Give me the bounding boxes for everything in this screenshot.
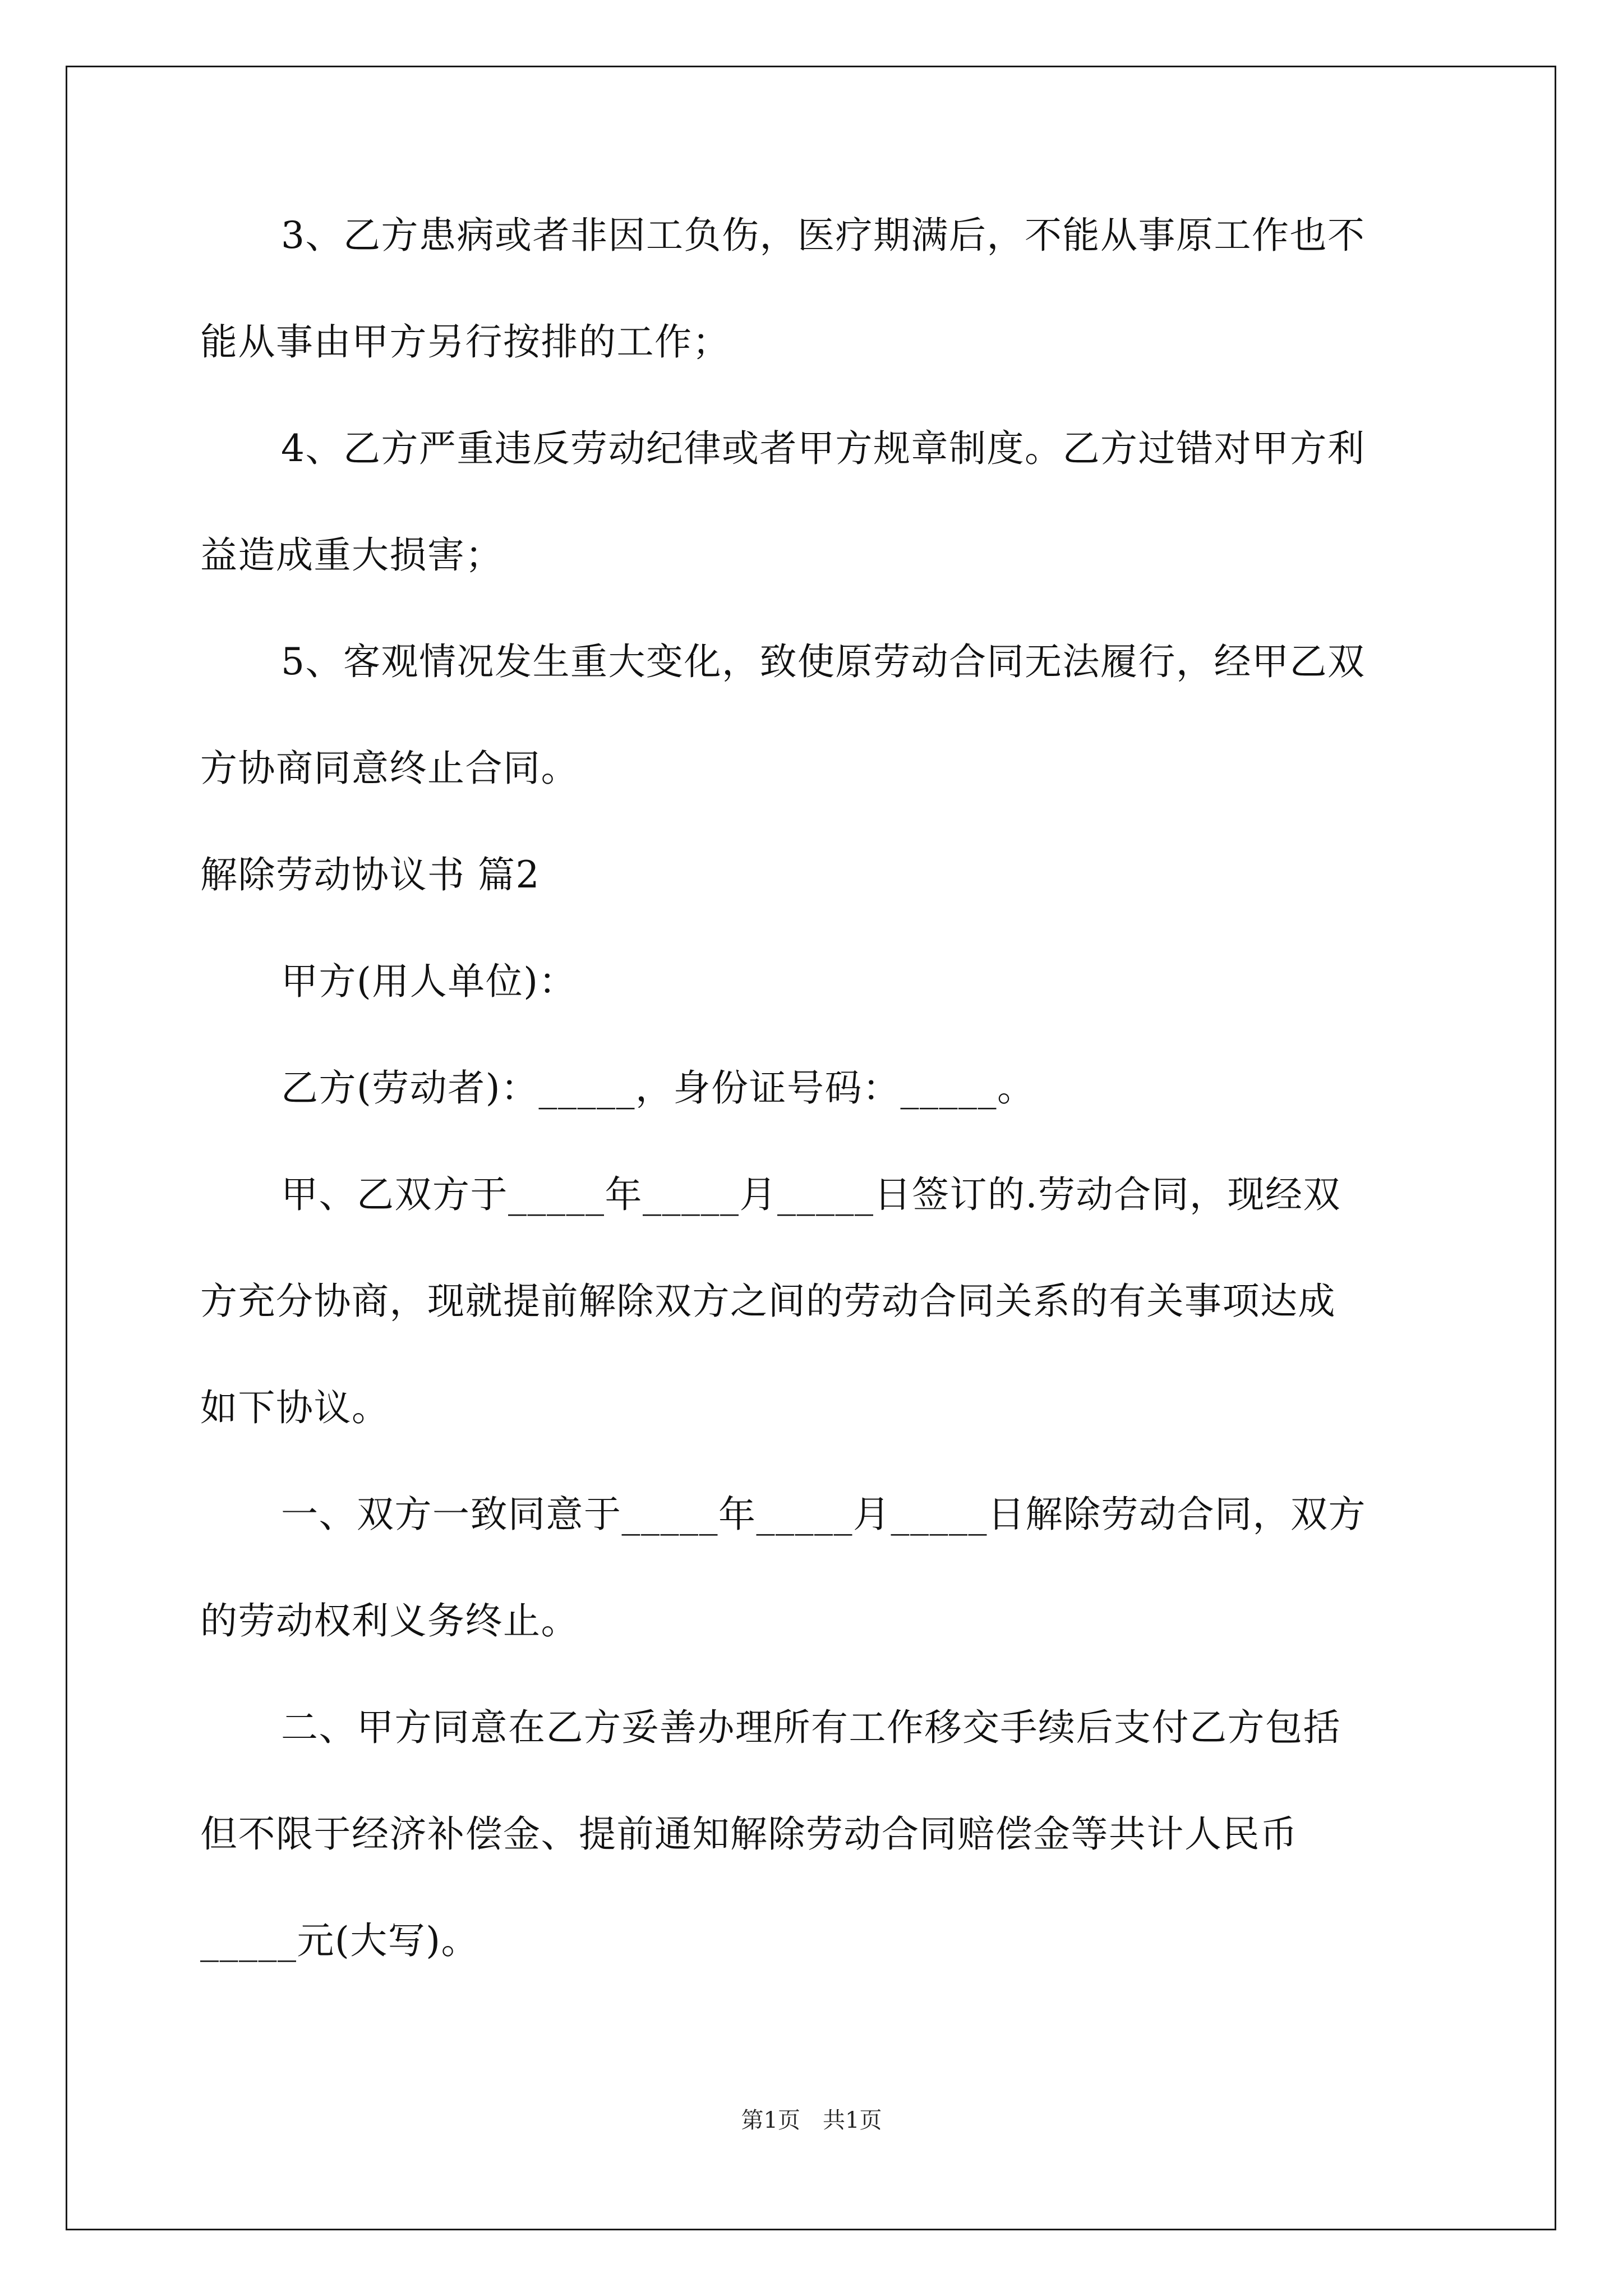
paragraph-line: 5、客观情况发生重大变化，致使原劳动合同无法履行，经甲乙双 (281, 640, 1366, 683)
paragraph-line: 甲、乙双方于_____年_____月_____日签订的.劳动合同，现经双 (281, 1173, 1341, 1216)
paragraph-line: 方协商同意终止合同。 (200, 747, 579, 790)
paragraph-line: 一、双方一致同意于_____年_____月_____日解除劳动合同，双方 (281, 1493, 1366, 1536)
paragraph-line: 能从事由甲方另行按排的工作； (200, 320, 730, 364)
paragraph-line: 二、甲方同意在乙方妥善办理所有工作移交手续后支付乙方包括 (281, 1706, 1341, 1749)
paragraph-line: 4、乙方严重违反劳动纪律或者甲方规章制度。乙方过错对甲方利 (281, 427, 1366, 470)
section-heading: 解除劳动协议书 篇2 (200, 853, 540, 896)
paragraph-line: _____元(大写)。 (200, 1919, 479, 1962)
paragraph-line: 益造成重大损害； (200, 533, 503, 577)
paragraph-line: 的劳动权利义务终止。 (200, 1599, 579, 1642)
page-border (66, 66, 1556, 2230)
paragraph-line: 乙方(劳动者)：_____，身份证号码：_____。 (281, 1066, 1035, 1110)
paragraph-line: 3、乙方患病或者非因工负伤，医疗期满后，不能从事原工作也不 (281, 214, 1366, 257)
page-number: 第1页 共1页 (741, 2108, 882, 2133)
paragraph-line: 但不限于经济补偿金、提前通知解除劳动合同赔偿金等共计人民币 (200, 1812, 1298, 1856)
paragraph-line: 方充分协商，现就提前解除双方之间的劳动合同关系的有关事项达成 (200, 1280, 1336, 1323)
paragraph-line: 甲方(用人单位)： (281, 960, 577, 1003)
paragraph-line: 如下协议。 (200, 1386, 390, 1429)
